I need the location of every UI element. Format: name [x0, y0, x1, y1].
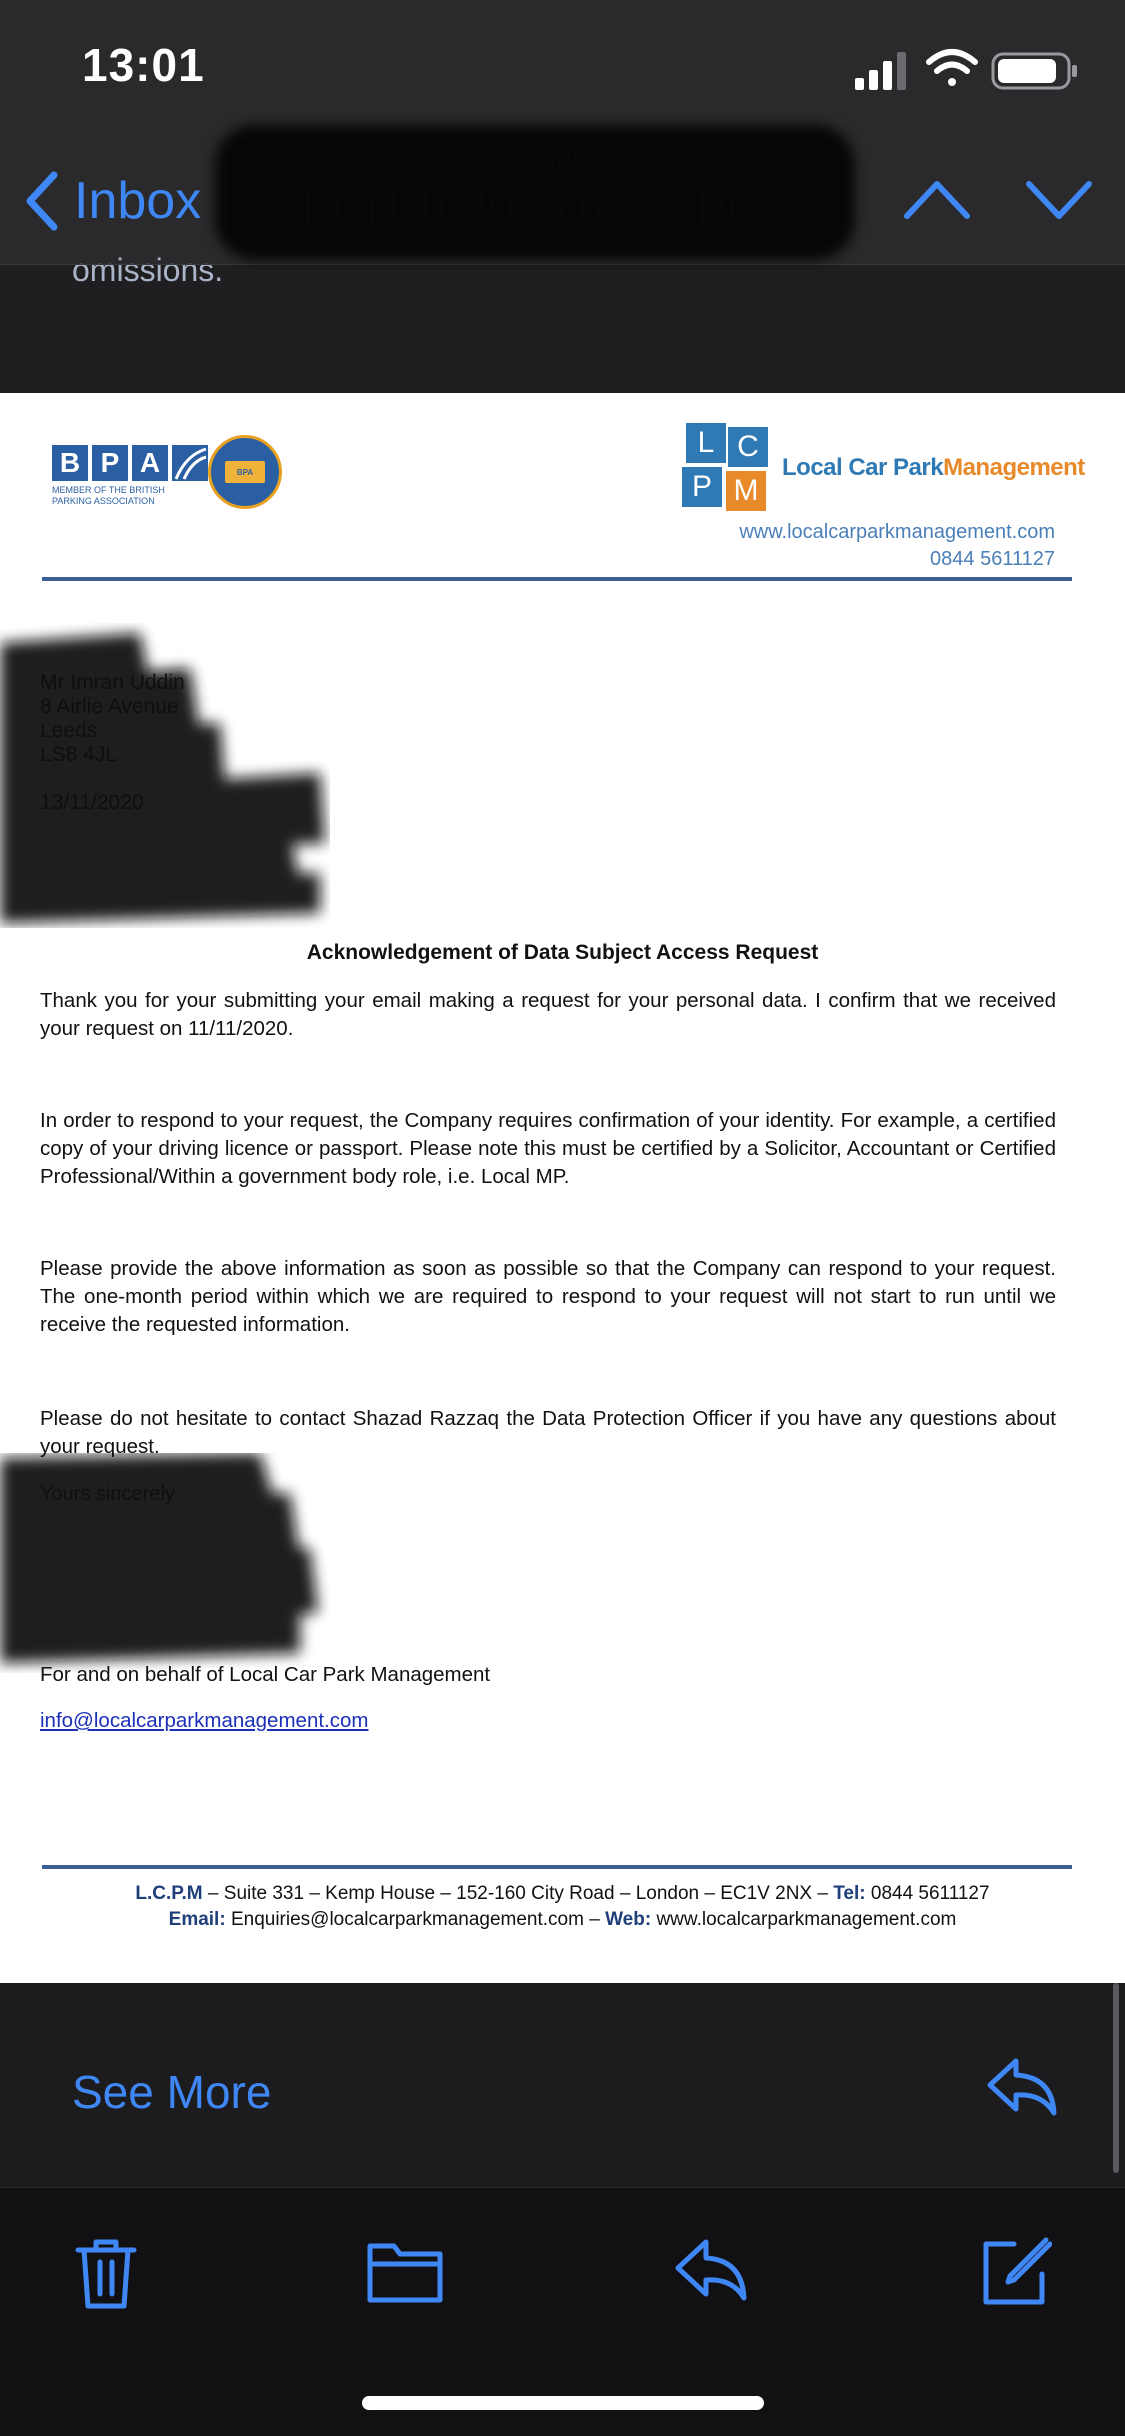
bpa-member-text: MEMBER OF THE BRITISH PARKING ASSOCIATION — [52, 485, 165, 506]
lcpm-grid: L C P M — [682, 423, 772, 513]
previous-message-button[interactable] — [901, 170, 973, 230]
battery-icon — [993, 54, 1077, 88]
letter-paragraph: Please provide the above information as soon as possible so that the Company can respond to your request. The one-month period within which we are required to respond to your request will not start to run until we receive the requested information. — [40, 1257, 1056, 1336]
trash-icon[interactable] — [74, 2236, 138, 2312]
signature-redaction — [0, 1453, 330, 1673]
header-rule — [42, 577, 1072, 581]
reply-icon[interactable] — [986, 2055, 1058, 2117]
back-label: Inbox — [74, 172, 202, 230]
mail-header-area — [0, 0, 1125, 393]
chevron-left-icon — [24, 171, 60, 231]
letter-title: Acknowledgement of Data Subject Access Request — [306, 941, 819, 964]
redaction-mark — [215, 125, 855, 260]
on-behalf-line: For and on behalf of Local Car Park Management — [40, 1663, 491, 1686]
wifi-icon — [929, 52, 975, 86]
company-contact — [739, 519, 1055, 573]
company-name: Local Car ParkManagement — [782, 454, 1085, 481]
footer-contact-line: Email: Enquiries@localcarparkmanagement.com – Web: www.localcarparkmanagement.com — [168, 1909, 957, 1930]
bpa-swoosh-icon — [172, 445, 208, 481]
message-navigation — [901, 170, 1095, 230]
compose-icon[interactable] — [980, 2236, 1052, 2308]
message-footer-card — [0, 1983, 1108, 2155]
status-icons — [855, 48, 1085, 92]
home-indicator[interactable] — [362, 2396, 764, 2410]
scrollbar[interactable] — [1113, 1983, 1119, 2173]
see-more-button[interactable]: See More — [72, 2066, 272, 2118]
footer-rule — [42, 1865, 1072, 1869]
next-message-button[interactable] — [1023, 170, 1095, 230]
company-phone: 0844 5611127 — [930, 548, 1055, 570]
bpa-logo — [52, 445, 208, 507]
back-to-inbox-button[interactable] — [24, 166, 201, 236]
bpa-letters: B P A — [52, 445, 208, 481]
status-bar — [0, 0, 1125, 140]
lcpm-logo — [682, 423, 1085, 513]
letter-attachment — [0, 393, 1125, 1983]
chevron-down-icon — [1029, 184, 1089, 216]
letter-paragraph: Please do not hesitate to contact Shazad Razzaq the Data Protection Officer if you have any questions about your request. — [40, 1407, 1056, 1458]
letter-paragraph: In order to respond to your request, the Company requires confirmation of your identity. For example, a certified copy of your driving licence or passport. Please note this must be certified by a Solicitor, Accountant or Certified Professional/Within a government body role, i.e. Local MP. — [40, 1109, 1056, 1188]
reply-icon[interactable] — [674, 2236, 748, 2302]
company-email-link[interactable]: info@localcarparkmanagement.com — [40, 1709, 369, 1732]
chevron-up-icon — [907, 184, 967, 216]
folder-icon[interactable] — [366, 2236, 444, 2306]
signal-icon — [855, 52, 906, 90]
letter-paragraph: Thank you for your submitting your email making a request for your personal data. I confirm that we received your request on 11/11/2020. — [40, 989, 1056, 1040]
email-preview-text: omissions. — [72, 252, 224, 288]
status-time: 13:01 — [82, 39, 205, 91]
approved-operator-badge: BPA — [208, 435, 282, 509]
footer-address-line: L.C.P.M – Suite 331 – Kemp House – 152-160 City Road – London – EC1V 2NX – Tel: 0844 5611127 — [135, 1883, 990, 1904]
address-redaction — [0, 623, 330, 928]
company-website: www.localcarparkmanagement.com — [739, 521, 1055, 543]
